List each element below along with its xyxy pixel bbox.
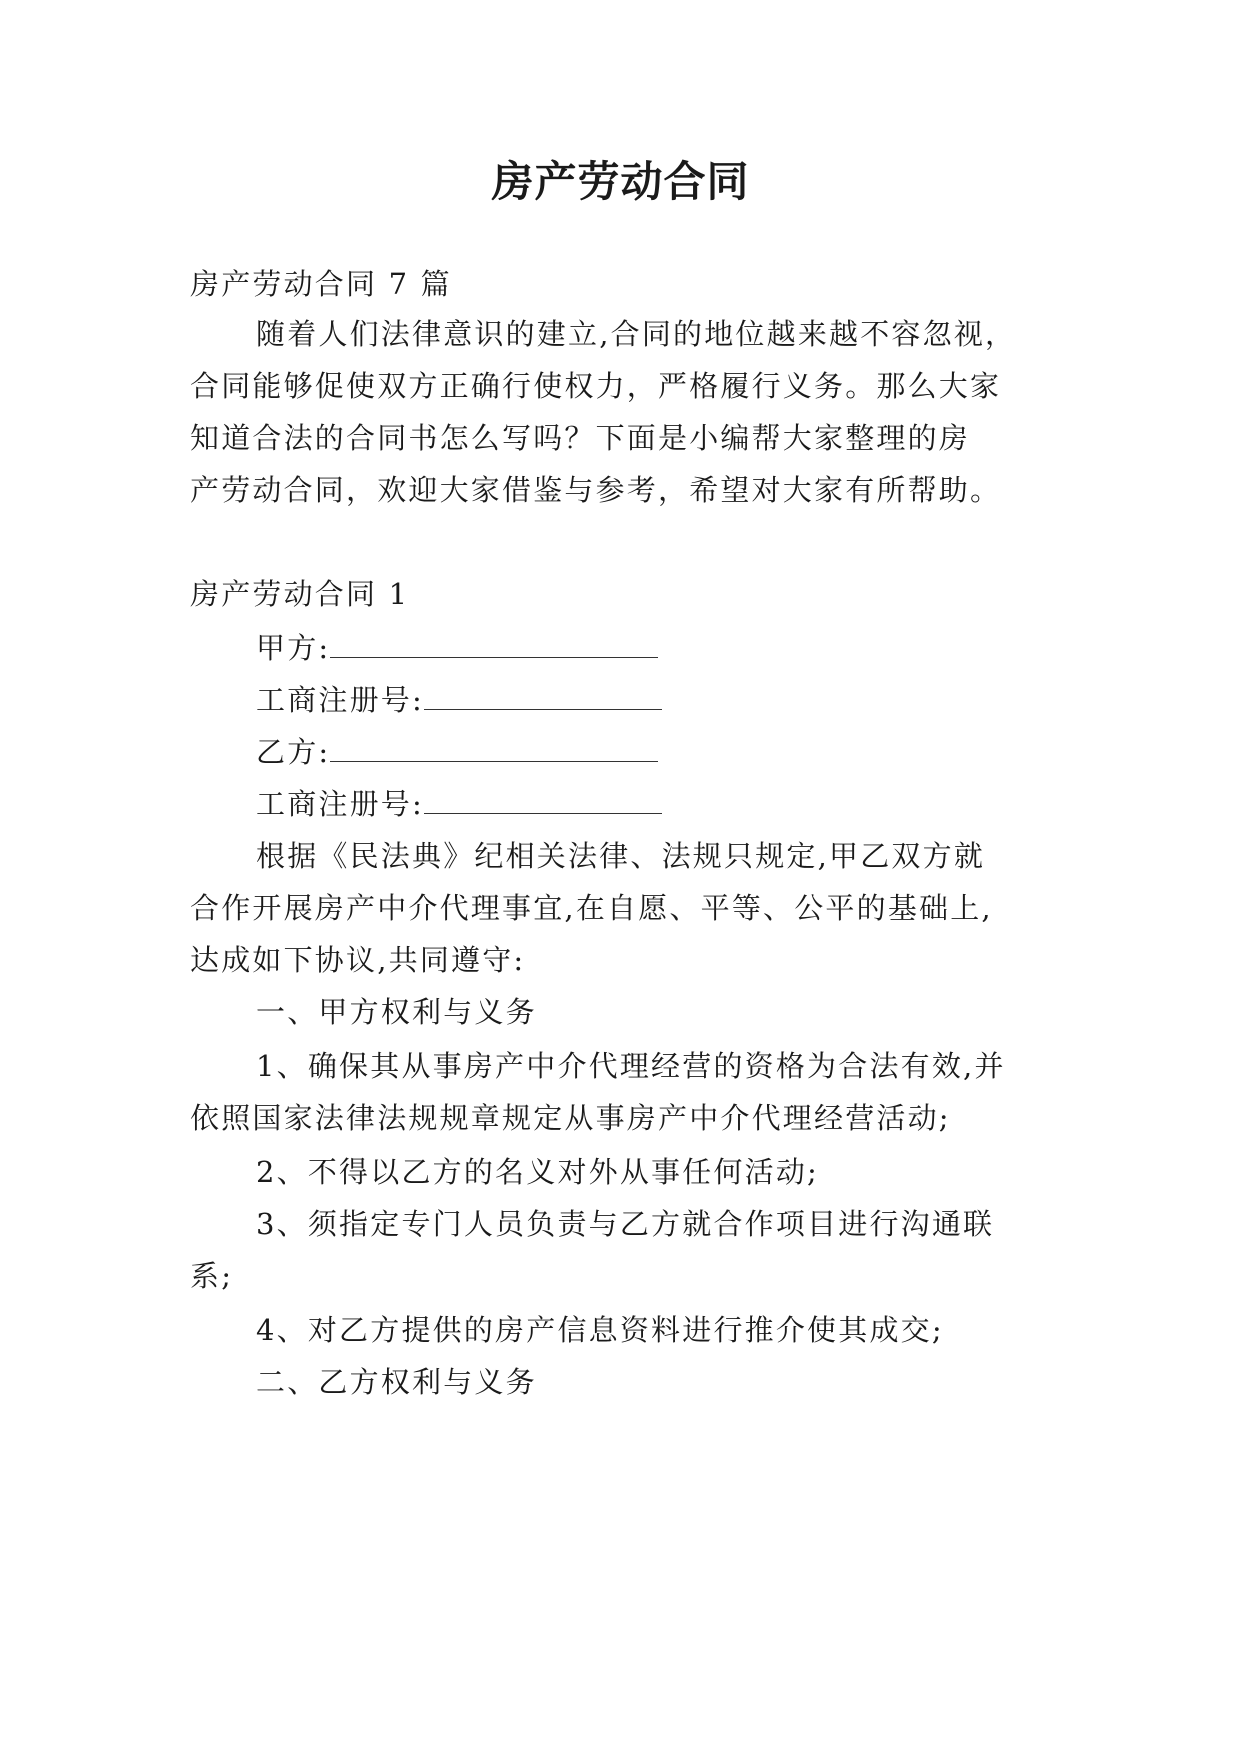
section-heading: 房产劳动合同 1 — [190, 577, 410, 611]
party-b-label: 乙方: — [256, 735, 331, 769]
body-line: 根据《民法典》纪相关法律、法规只规定,甲乙双方就 — [256, 839, 986, 873]
clause-heading: 一、甲方权利与义务 — [256, 995, 537, 1029]
intro-line: 合同能够促使双方正确行使权力，严格履行义务。那么大家 — [190, 369, 1002, 403]
party-b-registration-field — [256, 784, 662, 824]
party-a-label: 甲方: — [256, 631, 331, 665]
clause-item: 4、对乙方提供的房产信息资料进行推介使其成交; — [256, 1313, 944, 1347]
intro-line: 知道合法的合同书怎么写吗？下面是小编帮大家整理的房 — [190, 421, 971, 455]
clause-item: 3、须指定专门人员负责与乙方就合作项目进行沟通联 — [256, 1207, 995, 1241]
party-a-registration-field — [256, 680, 662, 720]
party-a-registration-label: 工商注册号: — [256, 683, 424, 717]
document-title: 房产劳动合同 — [491, 157, 750, 206]
party-a-registration-blank — [424, 681, 662, 710]
party-a-field — [256, 628, 658, 668]
clause-item: 系; — [190, 1259, 234, 1293]
clause-item: 2、不得以乙方的名义对外从事任何活动; — [256, 1155, 820, 1189]
party-b-field — [256, 732, 658, 772]
party-b-registration-label: 工商注册号: — [256, 787, 424, 821]
intro-line: 产劳动合同，欢迎大家借鉴与参考，希望对大家有所帮助。 — [190, 473, 1002, 507]
clause-heading: 二、乙方权利与义务 — [256, 1365, 537, 1399]
document-subtitle: 房产劳动合同 7 篇 — [190, 267, 452, 301]
body-line: 合作开展房产中介代理事宜,在自愿、平等、公平的基础上, — [190, 891, 993, 925]
party-a-blank — [330, 629, 658, 658]
body-line: 达成如下协议,共同遵守: — [190, 943, 526, 977]
party-b-registration-blank — [424, 785, 662, 814]
clause-item: 1、确保其从事房产中介代理经营的资格为合法有效,并 — [256, 1049, 1006, 1083]
party-b-blank — [330, 733, 658, 762]
clause-item: 依照国家法律法规规章规定从事房产中介代理经营活动; — [190, 1101, 951, 1135]
intro-line: 随着人们法律意识的建立,合同的地位越来越不容忽视， — [256, 317, 1017, 351]
